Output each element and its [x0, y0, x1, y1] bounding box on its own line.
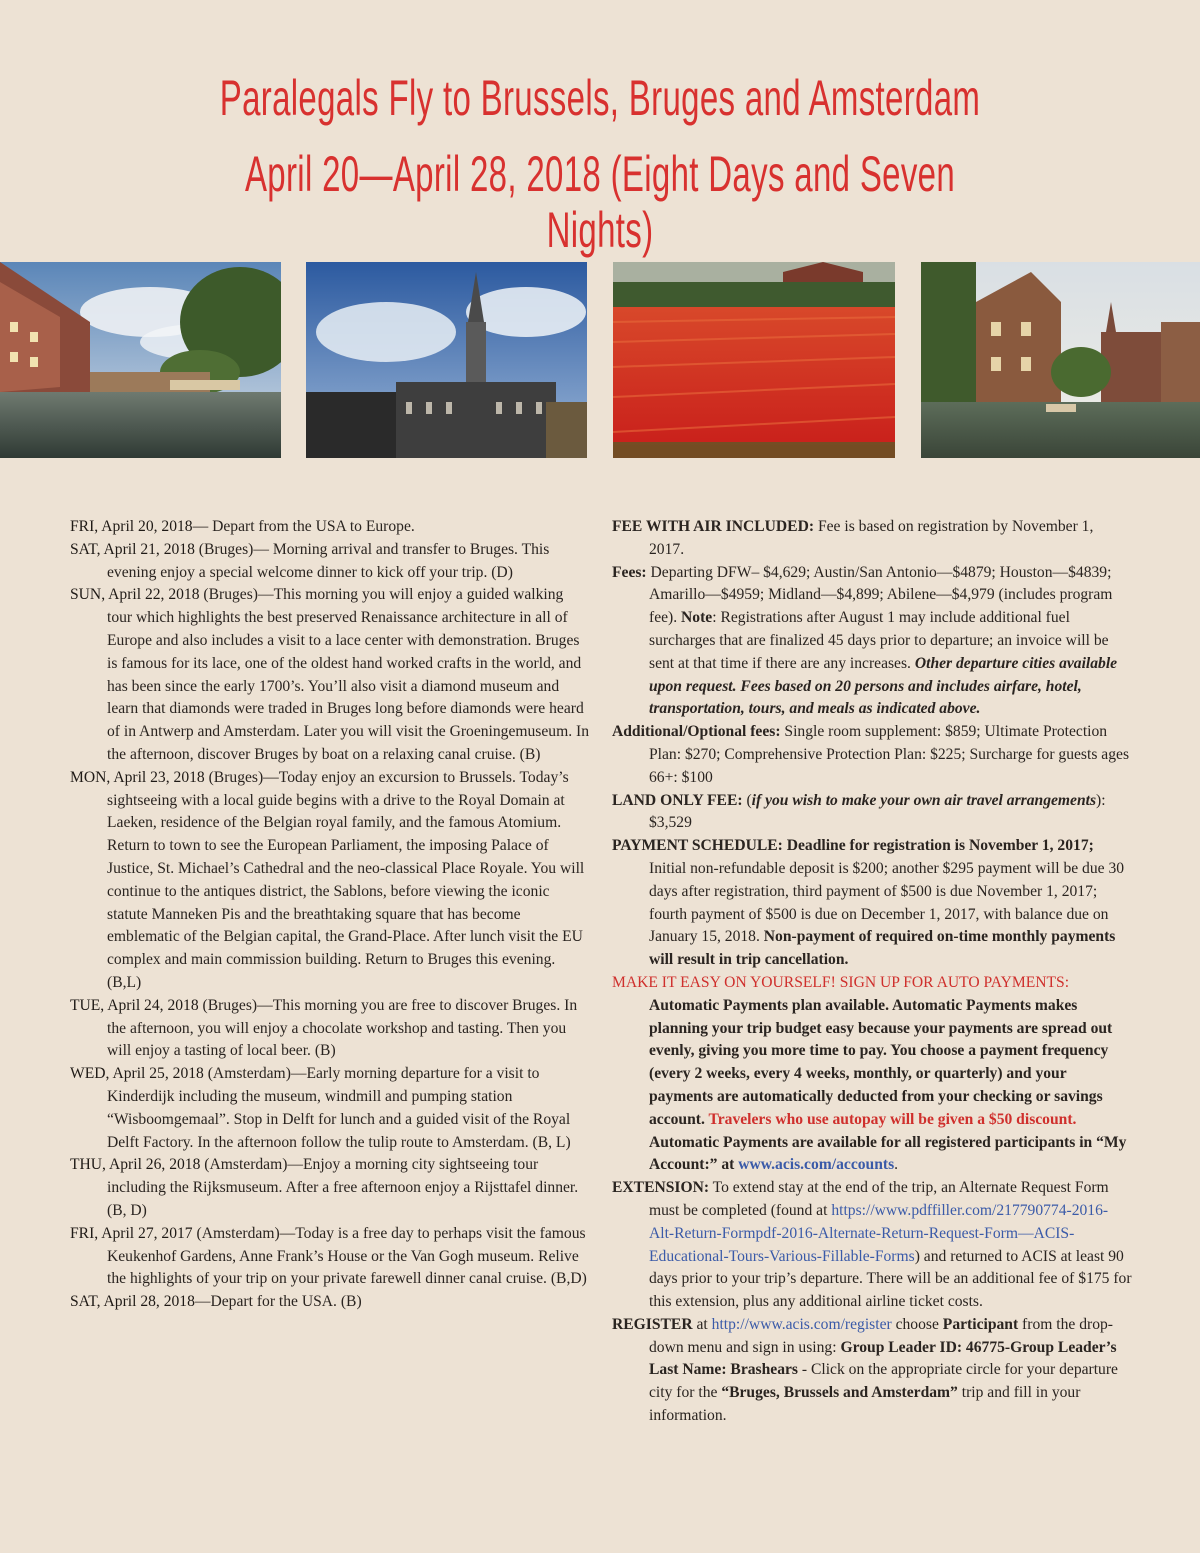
itinerary-day-8 — [70, 1223, 590, 1291]
itinerary-date: FRI, April 20, 2018 — [70, 518, 193, 535]
register-at: at — [692, 1315, 712, 1333]
land-only-fee — [612, 790, 1132, 836]
itinerary-text: (Bruges)— Morning arrival and transfer to Bruges. This evening enjoy a special welcome dinner to kick off your trip. (D) — [107, 540, 550, 581]
itinerary-day-1 — [70, 516, 590, 539]
page-title-line-2: April 20—April 28, 2018 (Eight Days and Seven Nights) — [244, 146, 956, 258]
fee-air-label: FEE WITH AIR INCLUDED: — [612, 518, 815, 535]
fee-with-air — [612, 516, 1132, 562]
acis-register-link[interactable]: http://www.acis.com/register — [711, 1315, 892, 1333]
optional-fees — [612, 721, 1132, 789]
brussels-town-hall-photo — [306, 262, 587, 458]
itinerary-date: SAT, April 21, 2018 — [70, 540, 195, 558]
payment-text: Initial non-refundable deposit is $200; another $295 payment will be due 30 days after registration, third payment of $500 is due November 1, 2017; fourth payment of $500 is due on December 1, 2017, with balance due on January 15, 2018. — [649, 859, 1125, 946]
amsterdam-canal-photo — [0, 262, 281, 458]
land-italic: if you wish to make your own air travel arrangements — [751, 791, 1097, 809]
auto-end: . — [894, 1156, 899, 1174]
auto-text-2: Automatic Payments are available for all registered participants in “My Account:” at — [649, 1133, 1127, 1174]
itinerary-date: WED, April 25, 2018 — [70, 1065, 204, 1083]
register-label: REGISTER — [612, 1315, 693, 1333]
fees-text: Departing DFW– $4,629; Austin/San Antonio—$4879; Houston—$4839; Amarillo—$4959; Midland—$4,899; Abilene—$4,979 (includes program fee). — [646, 563, 1113, 627]
note-label: Note — [681, 609, 713, 627]
register-trip: “Bruges, Brussels and Amsterdam” — [721, 1384, 958, 1402]
itinerary-text: (Bruges)—This morning you are free to discover Bruges. In the afternoon, you will enjoy a chocolate workshop and tasting. Then you will enjoy a tasting of local beer. (B) — [107, 996, 578, 1060]
register-group-id: Group Leader ID: 46775-Group Leader’s Last Name: Brashears — [649, 1338, 1117, 1379]
itinerary-date: MON, April 23, 2018 — [70, 768, 205, 786]
land-open: ( — [742, 791, 752, 809]
itinerary-text: (Amsterdam)—Early morning departure for a visit to Kinderdijk including the museum, windmill and pumping station “Wisboomgemaal”. Stop in Delft for lunch and a guided visit of the Royal Delft Factory. In the afternoon follow the tulip route to Amsterdam. (B, L) — [107, 1065, 571, 1151]
tulip-field-photo — [613, 262, 895, 458]
register-click: - Click on the appropriate circle for your departure city for the — [649, 1361, 1118, 1402]
extension-text-2: ) and returned to ACIS at least 90 days prior to your trip’s departure. There will be an additional fee of $175 for this extension, plus any additional airline ticket costs. — [649, 1247, 1132, 1311]
bruges-canal-photo — [921, 262, 1200, 458]
register-participant: Participant — [942, 1315, 1019, 1333]
register-from: from the drop-down menu and sign in using: — [649, 1315, 1113, 1356]
optional-text: Single room supplement: $859; Ultimate Protection Plan: $270; Comprehensive Protection Plan: $225; Surcharge for guests ages 66+: $100 — [649, 723, 1130, 786]
extension-text-1: To extend stay at the end of the trip, an Alternate Request Form must be completed (found at — [649, 1179, 1109, 1219]
acis-accounts-link[interactable]: www.acis.com/accounts — [738, 1156, 895, 1174]
fees-list — [612, 562, 1132, 722]
auto-payments — [612, 972, 1132, 1177]
fees-column — [612, 516, 1132, 1428]
itinerary-day-7 — [70, 1154, 590, 1222]
payment-deadline: Deadline for registration is November 1, 2017; — [782, 837, 1094, 855]
auto-discount: Travelers who use autopay will be given a $50 discount. — [708, 1110, 1077, 1128]
note-italic: Other departure cities available upon request. Fees based on 20 persons and includes airfare, hotel, transportation, tours, and meals as indicated above. — [649, 654, 1118, 718]
page-title-line-1: Paralegals Fly to Brussels, Bruges and Amsterdam — [219, 70, 981, 126]
itinerary-text: (Bruges)—Today enjoy an excursion to Brussels. Today’s sightseeing with a local guide begins with a drive to the Royal Domain at Laeken, residence of the Belgian royal family, and the famous Atomium. Return to town to see the European Parliament, the imposing Palace of Justice, St. Michael’s Cathedral and the neo-classical Place Royale. You will continue to the antiques district, the Sablons, before viewing the iconic statute Manneken Pis and the breathtaking square that has become emblematic of the Belgian capital, the Grand-Place. After lunch visit the EU complex and main commission building. Return to Bruges this evening. (B,L) — [107, 768, 585, 991]
extension-label: EXTENSION: — [612, 1179, 710, 1197]
land-label: LAND ONLY FEE: — [612, 791, 743, 809]
itinerary-date: FRI, April 27, 2017 — [70, 1224, 193, 1242]
note-text: : Registrations after August 1 may include additional fuel surcharges that are finalized 45 days prior to departure; an invoice will be sent at that time if there are any increases. — [649, 609, 1109, 672]
itinerary-text: (Amsterdam)—Enjoy a morning city sightseeing tour including the Rijksmuseum. After a free afternoon enjoy a Rijsttafel dinner. (B, D) — [107, 1156, 579, 1219]
itinerary-text: —Depart for the USA. (B) — [194, 1293, 362, 1311]
extension — [612, 1177, 1132, 1314]
fees-label: Fees: — [612, 563, 647, 581]
itinerary-date: SUN, April 22, 2018 — [70, 586, 200, 604]
register-choose: choose — [891, 1315, 943, 1333]
pdffiller-link[interactable]: https://www.pdffiller.com/217790774-2016-Alt-Return-Formpdf-2016-Alternate-Return-Request-Form—ACIS-Educational-Tours-Various-Fillable-Forms — [649, 1201, 1109, 1265]
auto-text-1: Automatic Payments plan available. Automatic Payments makes planning your trip budget easy because your payments are spread out evenly, giving you more time to pay. You choose a payment frequency (every 2 weeks, every 4 weeks, monthly, or quarterly) and your payments are automatically deducted from your checking or savings account. — [649, 996, 1113, 1128]
itinerary-text: — Depart from the USA to Europe. — [192, 518, 415, 535]
itinerary-day-6 — [70, 1063, 590, 1154]
itinerary-day-2 — [70, 539, 590, 585]
payment-label: PAYMENT SCHEDULE: — [612, 837, 783, 855]
itinerary-text: (Amsterdam)—Today is a free day to perhaps visit the famous Keukenhof Gardens, Anne Frank’s House or the Van Gogh museum. Relive the highlights of your trip on your private farewell dinner canal cruise. (B,D) — [107, 1224, 587, 1288]
itinerary-date: TUE, April 24, 2018 — [70, 996, 199, 1014]
register — [612, 1314, 1132, 1428]
land-text: ): $3,529 — [649, 791, 1106, 832]
optional-label: Additional/Optional fees: — [612, 723, 781, 741]
itinerary-date: THU, April 26, 2018 — [70, 1156, 201, 1174]
fee-air-text: Fee is based on registration by November 1, 2017. — [649, 518, 1094, 558]
itinerary-day-3 — [70, 584, 590, 766]
itinerary-column — [70, 516, 590, 1314]
register-end: trip and fill in your information. — [649, 1384, 1081, 1425]
itinerary-date: SAT, April 28, 2018 — [70, 1293, 195, 1311]
itinerary-day-5 — [70, 995, 590, 1063]
itinerary-day-4 — [70, 767, 590, 995]
payment-warning: Non-payment of required on-time monthly payments will result in trip cancellation. — [649, 928, 1116, 969]
auto-headline: MAKE IT EASY ON YOURSELF! SIGN UP FOR AUTO PAYMENTS: — [612, 973, 1070, 991]
itinerary-day-9 — [70, 1291, 590, 1314]
itinerary-text: (Bruges)—This morning you will enjoy a guided walking tour which highlights the best preserved Renaissance architecture in all of Europe and also includes a visit to a lace center with demonstration. Bruges is famous for its lace, one of the oldest hand worked crafts in the world, and has been since the early 1700’s. You’ll also visit a diamond museum and learn that diamonds were traded in Bruges long before diamonds were heard of in Antwerp and Amsterdam. Later you will visit the Groeningemuseum. In the afternoon, discover Bruges by boat on a relaxing canal cruise. (B) — [107, 586, 590, 763]
payment-schedule — [612, 835, 1132, 972]
